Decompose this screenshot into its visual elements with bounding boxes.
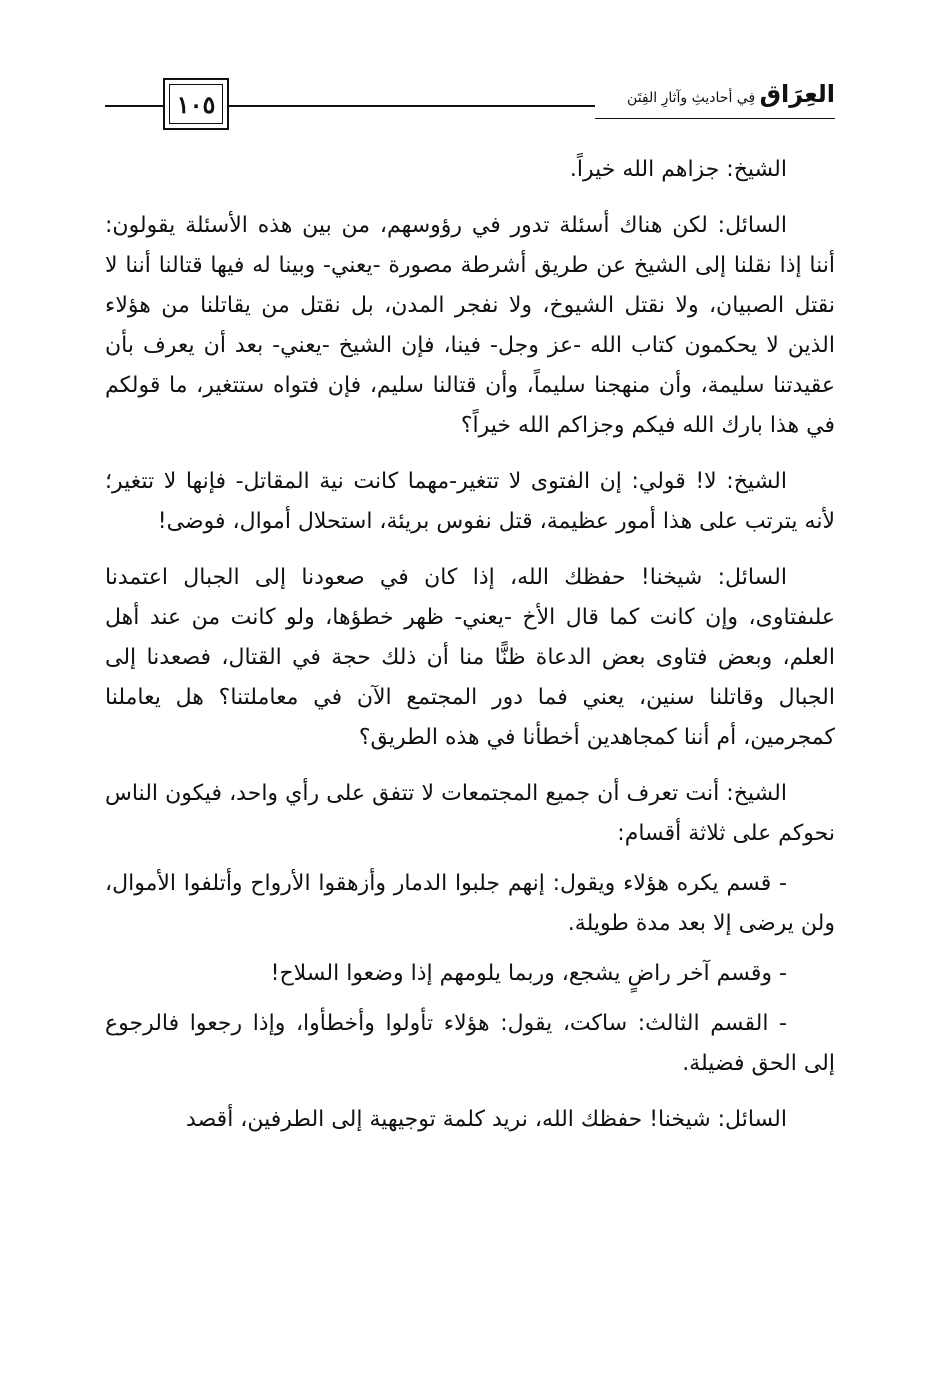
page-number-frame — [163, 78, 229, 130]
page-header — [105, 78, 835, 134]
page-body — [105, 150, 835, 1156]
paragraph-4: السائل: شيخنا! حفظك الله، إذا كان في صعودنا إلى الجبال اعتمدنا علىفتاوى، وإن كانت كما قال الأخ -يعني- ظهر خطؤها، ولو كانت من عند أهل العلم، وبعض فتاوى بعض الدعاة ظنًّا منا أن ذلك حجة في القتال، فصعدنا إلى الجبال وقاتلنا سنين، يعني فما دور المجتمع الآن في معاملتنا؟ هل يعاملنا كمجرمين، أم أننا كمجاهدين أخطأنا في هذه الطريق؟ — [105, 565, 835, 750]
paragraph-6: - قسم يكره هؤلاء ويقول: إنهم جلبوا الدمار وأزهقوا الأرواح وأتلفوا الأموال، ولن يرضى إلا بعد مدة طويلة. — [105, 871, 835, 936]
header-rule-right — [595, 118, 835, 119]
paragraph-3: الشيخ: لا! قولي: إن الفتوى لا تتغير-مهما كانت نية المقاتل- فإنها لا تتغير؛ لأنه يترتب على هذا أمور عظيمة، قتل نفوس بريئة، استحلال أموال، فوضى! — [105, 469, 835, 534]
paragraph-1: الشيخ: جزاهم الله خيراً. — [569, 157, 787, 182]
running-title-sub: فِي أحاديثِ وآثارِ الفِتَن — [627, 90, 760, 106]
header-rule-middle — [229, 105, 595, 107]
page-number: ١٠٥ — [169, 84, 223, 124]
paragraph-2: السائل: لكن هناك أسئلة تدور في رؤوسهم، من بين هذه الأسئلة يقولون: أننا إذا نقلنا إلى الشيخ عن طريق أشرطة مصورة -يعني- وبينا له فيها قتالنا أننا لا نقتل الصبيان، ولا نقتل الشيوخ، ولا نفجر المدن، بل نقتل من يقاتلنا من هؤلاء الذين لا يحكمون كتاب الله -عز وجل- فينا، فإن الشيخ -يعني- بعد أن يعرف بأن عقيدتنا سليمة، وأن منهجنا سليماً، وأن قتالنا سليم، فإن فتواه ستتغير، ما قولكم في هذا بارك الله فيكم وجزاكم الله خيراً؟ — [105, 213, 835, 438]
running-title-main: العِرَاق — [759, 80, 835, 108]
paragraph-7: - وقسم آخر راضٍ يشجع، وربما يلومهم إذا وضعوا السلاح! — [270, 961, 787, 986]
paragraph-9: السائل: شيخنا! حفظك الله، نريد كلمة توجيهية إلى الطرفين، أقصد — [186, 1107, 787, 1132]
paragraph-8: - القسم الثالث: ساكت، يقول: هؤلاء تأولوا وأخطأوا، وإذا رجعوا فالرجوع إلى الحق فضيلة. — [105, 1011, 835, 1076]
running-title — [595, 80, 835, 120]
header-rule-left — [105, 105, 163, 107]
paragraph-5: الشيخ: أنت تعرف أن جميع المجتمعات لا تتفق على رأي واحد، فيكون الناس نحوكم على ثلاثة أقسام: — [105, 781, 835, 846]
